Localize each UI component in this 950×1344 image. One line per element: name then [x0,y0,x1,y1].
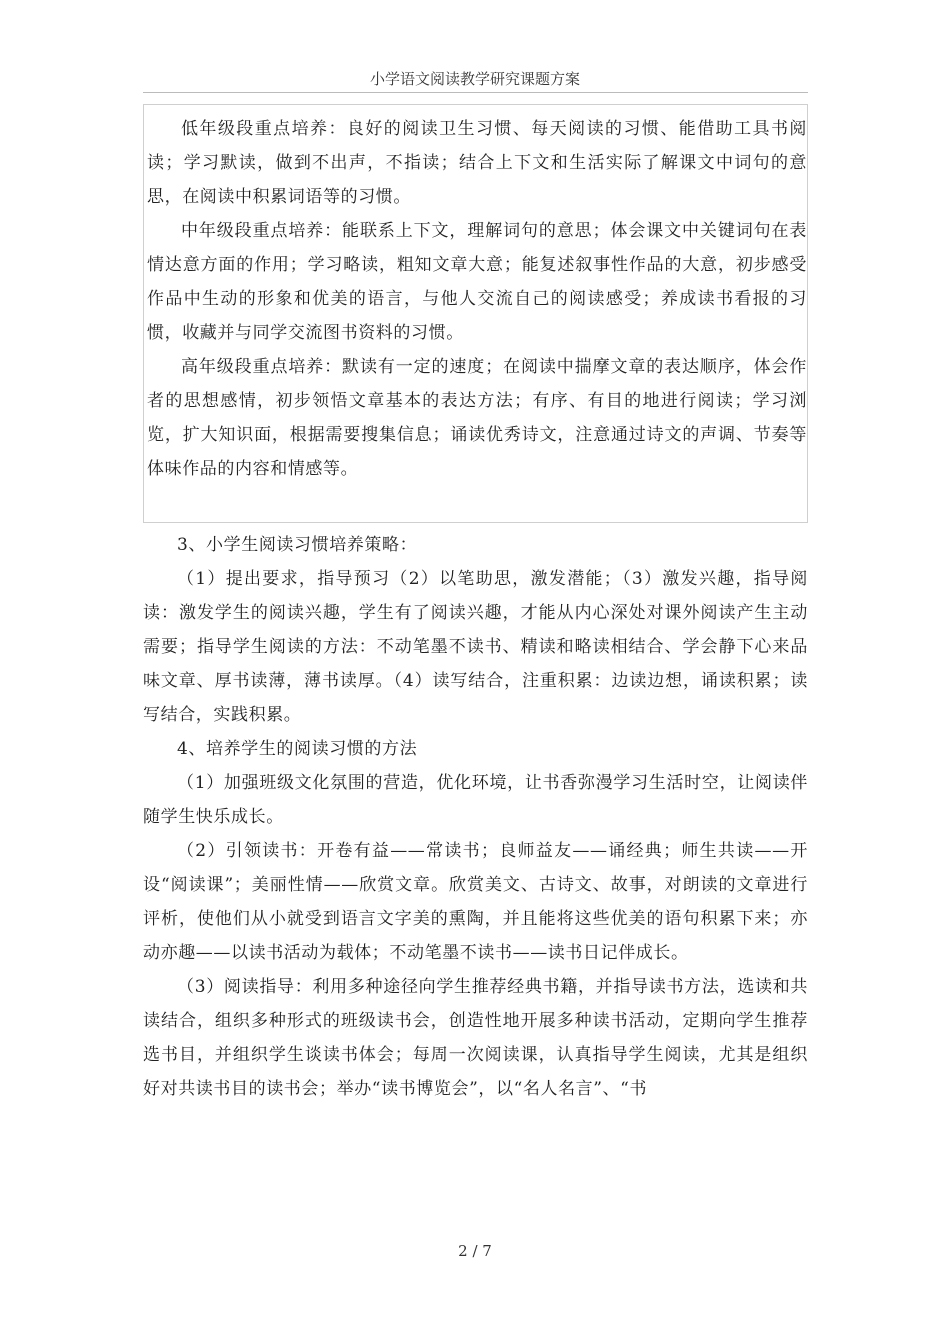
paragraph-strategy: （1）提出要求，指导预习（2）以笔助思，激发潜能；（3）激发兴趣，指导阅读：激发学生的阅读兴趣，学生有了阅读兴趣，才能从内心深处对课外阅读产生主动需要；指导学生阅读的方法：不动笔墨不读书、精读和略读相结合、学会静下心来品味文章、厚书读薄，薄书读厚。（4）读写结合，注重积累：边读边想，诵读积累；读写结合，实践积累。 [143,569,808,725]
heading-strategy: 3、小学生阅读习惯培养策略： [177,535,418,555]
page-header-title: 小学语文阅读教学研究课题方案 [369,70,580,88]
paragraph-lower-grade: 低年级段重点培养：良好的阅读卫生习惯、每天阅读的习惯、能借助工具书阅读；学习默读，做到不出声，不指读；结合上下文和生活实际了解课文中词句的意思，在阅读中积累词语等的习惯。 [147,119,807,207]
paragraph-method-1: （1）加强班级文化氛围的营造，优化环境，让书香弥漫学习生活时空，让阅读伴随学生快乐成长。 [143,773,808,827]
paragraph-method-3: （3）阅读指导：利用多种途径向学生推荐经典书籍，并指导读书方法，选读和共读结合，组织多种形式的班级读书会，创造性地开展多种读书活动，定期向学生推荐选书目，并组织学生谈读书体会；每周一次阅读课，认真指导学生阅读，尤其是组织好对共读书目的读书会；举办“读书博览会”，以“名人名言”、“书 [143,977,808,1099]
heading-methods: 4、培养学生的阅读习惯的方法 [177,739,418,759]
page-number: 2 / 7 [458,1242,492,1260]
paragraph-method-2: （2）引领读书：开卷有益——常读书；良师益友——诵经典；师生共读——开设“阅读课”；美丽性情——欣赏文章。欣赏美文、古诗文、故事，对朗读的文章进行评析，使他们从小就受到语言文字美的熏陶，并且能将这些优美的语句积累下来；亦动亦趣——以读书活动为载体；不动笔墨不读书——读书日记伴成长。 [143,841,808,963]
paragraph-upper-grade: 高年级段重点培养：默读有一定的速度；在阅读中揣摩文章的表达顺序，体会作者的思想感情，初步领悟文章基本的表达方法；有序、有目的地进行阅读；学习浏览，扩大知识面，根据需要搜集信息；诵读优秀诗文，注意通过诗文的声调、节奏等体味作品的内容和情感等。 [147,357,807,479]
boxed-section [147,112,807,486]
main-section [143,528,808,1106]
paragraph-middle-grade: 中年级段重点培养：能联系上下文，理解词句的意思；体会课文中关键词句在表情达意方面的作用；学习略读，粗知文章大意；能复述叙事性作品的大意，初步感受作品中生动的形象和优美的语言，与他人交流自己的阅读感受；养成读书看报的习惯，收藏并与同学交流图书资料的习惯。 [147,221,807,343]
header-divider [143,92,808,93]
